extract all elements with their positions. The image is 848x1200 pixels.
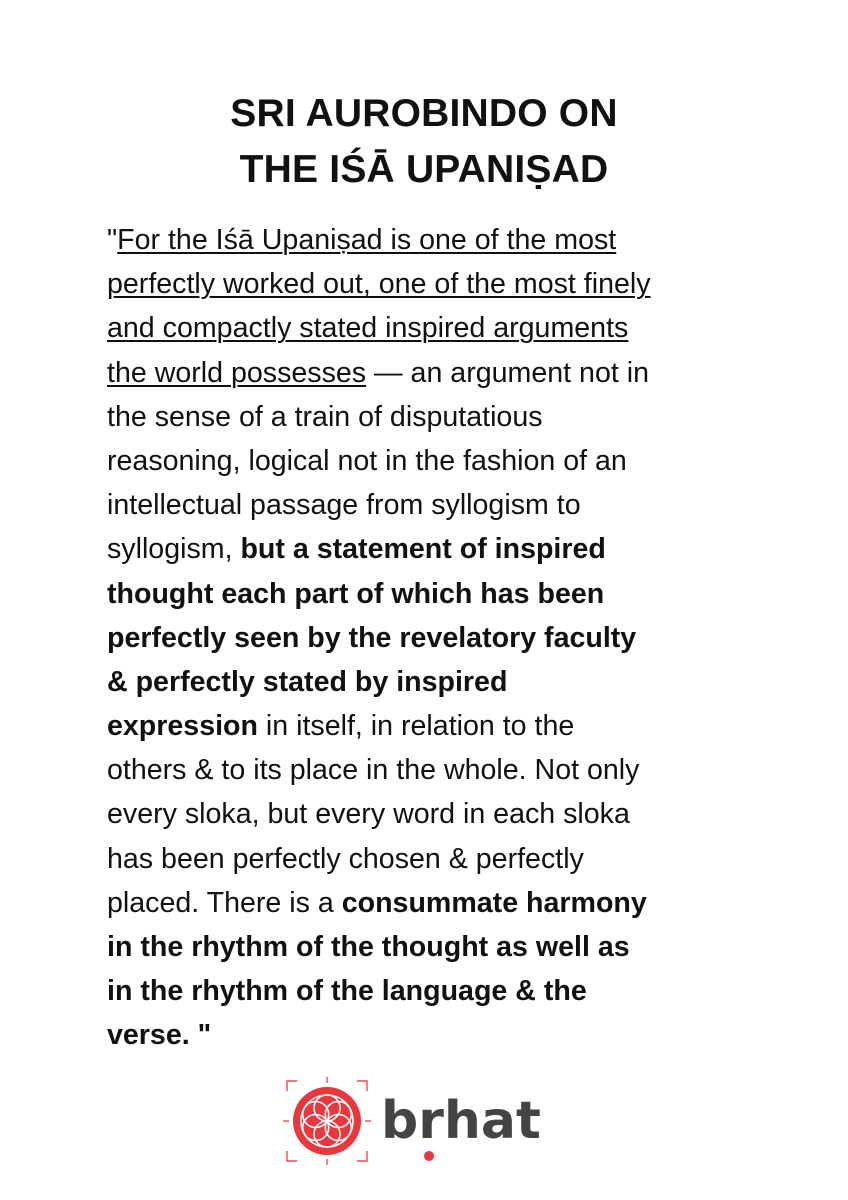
quote-line [107,351,727,395]
title-line-1: SRI AUROBINDO ON [230,92,618,135]
quote-line: has been perfectly chosen & perfectly [107,842,584,875]
underlined-text: the world possesses [107,356,367,389]
quote-open-mark: " [107,224,118,256]
quote-line: thought each part of which has been [107,577,605,610]
page-title [0,86,848,198]
quote-line: others & to its place in the whole. Not only [107,754,640,787]
brand-wordmark: brhat [381,1091,541,1151]
quote-line: reasoning, logical not in the fashion of an [107,444,627,477]
quote-line [107,881,727,925]
bold-text: but a statement of inspired [240,533,606,566]
quote-line [107,527,727,571]
quote-line: in the rhythm of the language & the [107,975,587,1008]
accent-dot-icon [424,1151,434,1161]
brhat-logo [283,1076,563,1166]
brhat-logo-graphic [283,1076,563,1166]
bold-text: consummate harmony [341,886,647,919]
bold-text: expression [107,710,258,743]
plain-text: in itself, in relation to the [257,710,575,743]
quote-line: perfectly seen by the revelatory faculty [107,621,637,654]
quote-line: and compactly stated inspired arguments [107,312,629,345]
plain-text: syllogism, [107,533,241,566]
plain-text: placed. There is a [107,886,342,919]
quote-body [107,218,727,1058]
quote-line: verse. " [107,1019,212,1052]
quote-line: intellectual passage from syllogism to [107,489,581,522]
quote-line: & perfectly stated by inspired [107,665,508,698]
quote-line: every sloka, but every word in each sloka [107,798,630,831]
underlined-text: For the Iśā Upaniṣad is one of the most [117,224,617,256]
plain-text: — an argument not in [366,356,649,389]
quote-line: perfectly worked out, one of the most finely [107,268,651,301]
quote-line: the sense of a train of disputatious [107,400,543,433]
quote-line [107,704,727,748]
quote-line: in the rhythm of the thought as well as [107,931,630,963]
title-line-2: THE IŚĀ UPANIṢAD [239,148,609,191]
quote-line [107,218,727,262]
lotus-mandala-icon [283,1077,371,1165]
